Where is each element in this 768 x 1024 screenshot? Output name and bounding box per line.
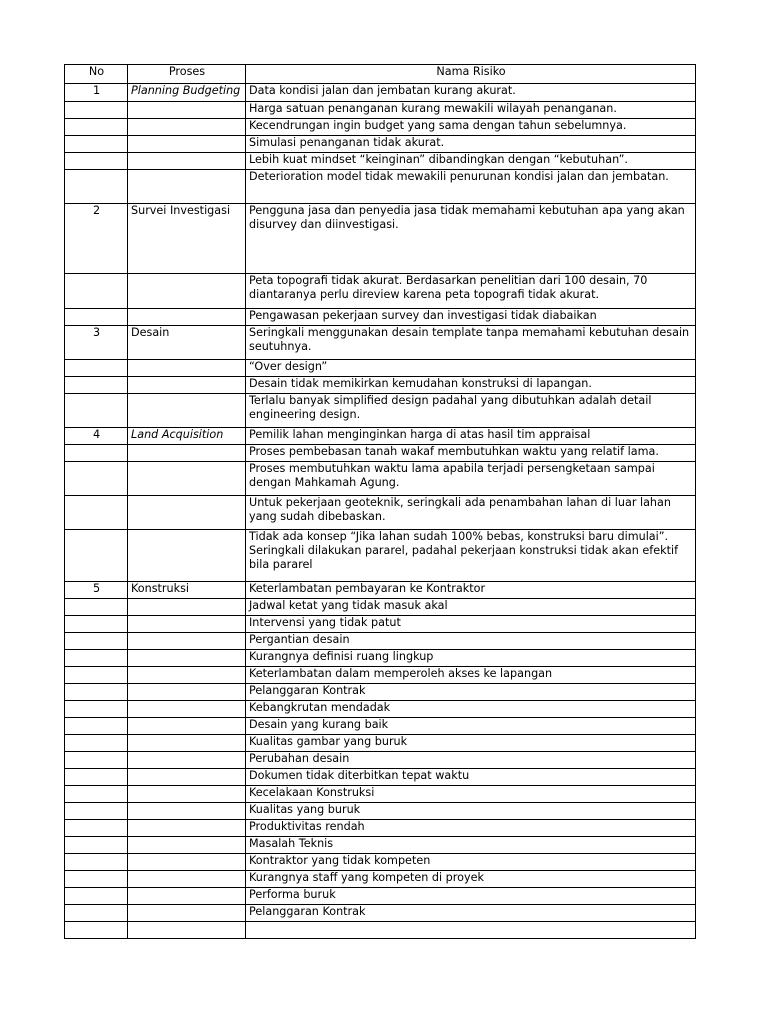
cell-no	[65, 530, 128, 582]
cell-nama-risiko: Dokumen tidak diterbitkan tepat waktu	[246, 769, 696, 786]
table-row	[65, 119, 696, 136]
table-row	[65, 445, 696, 462]
cell-proses	[128, 102, 246, 119]
table-row	[65, 428, 696, 445]
cell-no: 5	[65, 582, 128, 599]
table-row	[65, 684, 696, 701]
cell-nama-risiko: Pemilik lahan menginginkan harga di atas hasil tim appraisal	[246, 428, 696, 445]
cell-nama-risiko: Seringkali menggunakan desain template tanpa memahami kebutuhan desain seutuhnya.	[246, 326, 696, 360]
table-row	[65, 905, 696, 922]
risk-table	[64, 64, 696, 939]
header-proses: Proses	[128, 65, 246, 84]
table-row	[65, 854, 696, 871]
cell-no	[65, 871, 128, 888]
table-row	[65, 616, 696, 633]
cell-no	[65, 922, 128, 939]
header-no: No	[65, 65, 128, 84]
cell-no	[65, 667, 128, 684]
cell-nama-risiko: Kontraktor yang tidak kompeten	[246, 854, 696, 871]
cell-proses	[128, 922, 246, 939]
cell-no	[65, 360, 128, 377]
table-row	[65, 496, 696, 530]
cell-proses	[128, 616, 246, 633]
cell-no	[65, 170, 128, 204]
cell-nama-risiko: Pelanggaran Kontrak	[246, 684, 696, 701]
table-row	[65, 84, 696, 102]
cell-no	[65, 684, 128, 701]
table-row	[65, 309, 696, 326]
cell-no	[65, 616, 128, 633]
table-row	[65, 394, 696, 428]
cell-no	[65, 445, 128, 462]
table-row	[65, 462, 696, 496]
cell-proses	[128, 684, 246, 701]
cell-nama-risiko: Kurangnya staff yang kompeten di proyek	[246, 871, 696, 888]
cell-nama-risiko: Desain yang kurang baik	[246, 718, 696, 735]
cell-proses	[128, 854, 246, 871]
cell-proses	[128, 153, 246, 170]
cell-nama-risiko: Peta topografi tidak akurat. Berdasarkan penelitian dari 100 desain, 70 diantaranya perlu direview karena peta topografi tidak akurat.	[246, 274, 696, 309]
header-nama-risiko: Nama Risiko	[246, 65, 696, 84]
table-row	[65, 170, 696, 204]
cell-nama-risiko: Perubahan desain	[246, 752, 696, 769]
cell-nama-risiko: Kebangkrutan mendadak	[246, 701, 696, 718]
cell-nama-risiko: Simulasi penanganan tidak akurat.	[246, 136, 696, 153]
cell-proses	[128, 394, 246, 428]
cell-proses	[128, 496, 246, 530]
cell-no	[65, 377, 128, 394]
cell-no	[65, 153, 128, 170]
cell-no	[65, 309, 128, 326]
cell-proses	[128, 871, 246, 888]
table-row	[65, 718, 696, 735]
cell-nama-risiko: Keterlambatan pembayaran ke Kontraktor	[246, 582, 696, 599]
risk-table-body	[65, 84, 696, 939]
cell-proses	[128, 701, 246, 718]
table-row	[65, 701, 696, 718]
cell-no	[65, 888, 128, 905]
cell-no	[65, 136, 128, 153]
table-row	[65, 820, 696, 837]
cell-proses	[128, 735, 246, 752]
table-row	[65, 377, 696, 394]
table-row	[65, 582, 696, 599]
table-row	[65, 326, 696, 360]
table-row	[65, 136, 696, 153]
cell-proses	[128, 377, 246, 394]
cell-proses	[128, 786, 246, 803]
cell-proses	[128, 633, 246, 650]
cell-nama-risiko: Harga satuan penanganan kurang mewakili wilayah penanganan.	[246, 102, 696, 119]
cell-nama-risiko: Performa buruk	[246, 888, 696, 905]
cell-proses	[128, 530, 246, 582]
cell-nama-risiko: Pelanggaran Kontrak	[246, 905, 696, 922]
cell-proses	[128, 803, 246, 820]
cell-no	[65, 718, 128, 735]
cell-no	[65, 769, 128, 786]
cell-no: 2	[65, 204, 128, 274]
table-row	[65, 274, 696, 309]
cell-proses	[128, 752, 246, 769]
table-row	[65, 599, 696, 616]
table-header-row	[65, 65, 696, 84]
cell-no	[65, 119, 128, 136]
cell-proses	[128, 837, 246, 854]
cell-proses	[128, 360, 246, 377]
table-row	[65, 667, 696, 684]
cell-no	[65, 650, 128, 667]
cell-nama-risiko: Pergantian desain	[246, 633, 696, 650]
cell-proses	[128, 769, 246, 786]
cell-no	[65, 786, 128, 803]
cell-no: 1	[65, 84, 128, 102]
cell-no	[65, 854, 128, 871]
cell-no	[65, 735, 128, 752]
cell-no: 4	[65, 428, 128, 445]
table-row	[65, 786, 696, 803]
cell-nama-risiko: Produktivitas rendah	[246, 820, 696, 837]
table-row	[65, 153, 696, 170]
cell-nama-risiko: Kualitas gambar yang buruk	[246, 735, 696, 752]
cell-nama-risiko: Proses pembebasan tanah wakaf membutuhkan waktu yang relatif lama.	[246, 445, 696, 462]
cell-no	[65, 820, 128, 837]
cell-nama-risiko: Proses membutuhkan waktu lama apabila terjadi persengketaan sampai dengan Mahkamah Agung.	[246, 462, 696, 496]
table-row	[65, 837, 696, 854]
cell-no	[65, 102, 128, 119]
cell-nama-risiko: Pengguna jasa dan penyedia jasa tidak memahami kebutuhan apa yang akan disurvey dan diinvestigasi.	[246, 204, 696, 274]
cell-no	[65, 462, 128, 496]
table-row	[65, 803, 696, 820]
cell-no	[65, 633, 128, 650]
cell-nama-risiko: Deterioration model tidak mewakili penurunan kondisi jalan dan jembatan.	[246, 170, 696, 204]
table-row	[65, 102, 696, 119]
cell-proses	[128, 905, 246, 922]
cell-nama-risiko: Kecelakaan Konstruksi	[246, 786, 696, 803]
cell-proses	[128, 136, 246, 153]
table-row	[65, 752, 696, 769]
cell-nama-risiko: Data kondisi jalan dan jembatan kurang akurat.	[246, 84, 696, 102]
table-row	[65, 530, 696, 582]
cell-nama-risiko: Lebih kuat mindset “keinginan” dibandingkan dengan “kebutuhan”.	[246, 153, 696, 170]
cell-proses: Desain	[128, 326, 246, 360]
cell-proses	[128, 445, 246, 462]
cell-nama-risiko: Intervensi yang tidak patut	[246, 616, 696, 633]
cell-nama-risiko	[246, 922, 696, 939]
cell-no	[65, 274, 128, 309]
cell-nama-risiko: Untuk pekerjaan geoteknik, seringkali ada penambahan lahan di luar lahan yang sudah dibebaskan.	[246, 496, 696, 530]
table-row	[65, 769, 696, 786]
cell-proses	[128, 599, 246, 616]
cell-nama-risiko: Kurangnya definisi ruang lingkup	[246, 650, 696, 667]
cell-proses	[128, 650, 246, 667]
cell-proses: Survei Investigasi	[128, 204, 246, 274]
cell-nama-risiko: Pengawasan pekerjaan survey dan investigasi tidak diabaikan	[246, 309, 696, 326]
cell-proses	[128, 667, 246, 684]
cell-nama-risiko: Kualitas yang buruk	[246, 803, 696, 820]
cell-proses	[128, 309, 246, 326]
cell-proses: Konstruksi	[128, 582, 246, 599]
cell-proses	[128, 462, 246, 496]
table-row	[65, 888, 696, 905]
cell-nama-risiko: Keterlambatan dalam memperoleh akses ke lapangan	[246, 667, 696, 684]
table-row	[65, 204, 696, 274]
cell-no	[65, 905, 128, 922]
cell-proses	[128, 888, 246, 905]
cell-no	[65, 394, 128, 428]
table-row	[65, 360, 696, 377]
cell-no	[65, 803, 128, 820]
cell-no	[65, 701, 128, 718]
cell-proses	[128, 170, 246, 204]
table-row	[65, 922, 696, 939]
cell-nama-risiko: Masalah Teknis	[246, 837, 696, 854]
cell-nama-risiko: Desain tidak memikirkan kemudahan konstruksi di lapangan.	[246, 377, 696, 394]
table-row	[65, 650, 696, 667]
cell-proses: Land Acquisition	[128, 428, 246, 445]
table-row	[65, 735, 696, 752]
cell-nama-risiko: Kecendrungan ingin budget yang sama dengan tahun sebelumnya.	[246, 119, 696, 136]
cell-nama-risiko: Jadwal ketat yang tidak masuk akal	[246, 599, 696, 616]
cell-proses	[128, 820, 246, 837]
cell-proses	[128, 718, 246, 735]
cell-nama-risiko: Terlalu banyak simplified design padahal yang dibutuhkan adalah detail engineering design.	[246, 394, 696, 428]
table-row	[65, 633, 696, 650]
cell-no	[65, 599, 128, 616]
cell-no: 3	[65, 326, 128, 360]
table-row	[65, 871, 696, 888]
cell-proses	[128, 274, 246, 309]
cell-nama-risiko: “Over design”	[246, 360, 696, 377]
cell-proses	[128, 119, 246, 136]
cell-proses: Planning Budgeting	[128, 84, 246, 102]
cell-nama-risiko: Tidak ada konsep “Jika lahan sudah 100% bebas, konstruksi baru dimulai”. Seringkali dilakukan pararel, padahal pekerjaan konstruksi tidak akan efektif bila pararel	[246, 530, 696, 582]
cell-no	[65, 496, 128, 530]
cell-no	[65, 837, 128, 854]
cell-no	[65, 752, 128, 769]
